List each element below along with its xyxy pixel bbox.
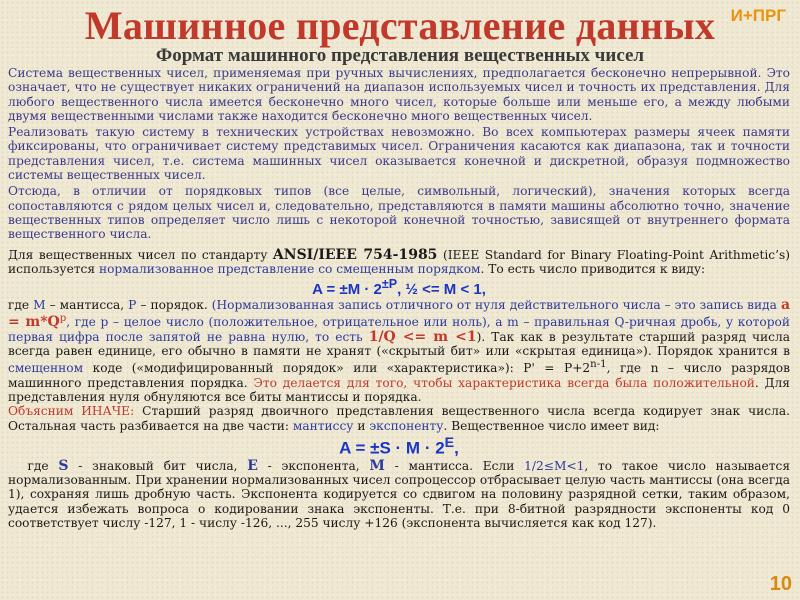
standard-name: ANSI/IEEE 754-1985 (272, 246, 438, 263)
text: ). Так как в результате старший разряд числа всегда равен единице, его обычно в памяти не хранят («скрытый бит» или «скрытая единица»). Порядок хранится в (8, 329, 790, 359)
formula-2-main: A = ±S · M · 2 (339, 438, 445, 458)
text: - мантисса. Если (384, 458, 525, 473)
slide-subtitle: Формат машинного представления вещественных чисел (155, 45, 645, 66)
normalized-definition: (Нормализованная запись отличного от нуля действительного числа – это запись вида (211, 298, 781, 313)
text: – мантисса, (45, 298, 129, 313)
text: , где p – целое число (положительное, отрицательное или ноль), а m – правильная Q-ричная дробь, у которой первая цифра после запятой не равна нулю, то есть (8, 315, 790, 344)
paragraph-6 (8, 404, 790, 433)
highlight-offset: смещенном (8, 361, 84, 376)
page-number: 10 (769, 573, 792, 595)
formula-1-exponent: ±P (381, 277, 398, 292)
symbol-S: S (58, 457, 69, 474)
symbol-E: E (247, 457, 258, 474)
text: . Вещественное число имеет вид: (443, 418, 660, 433)
text: (IEEE Standard for Binary Floating-Point Arithmetic’s) используется (8, 247, 790, 276)
text: где (27, 458, 59, 473)
explain-otherwise: Объясним ИНАЧЕ: (8, 404, 135, 419)
formula-2 (8, 433, 790, 459)
symbol-P: P (128, 298, 137, 313)
paragraph-1: Система вещественных чисел, применяемая при ручных вычислениях, предполагается бесконечно непрерывной. Это означает, что не существует никаких ограничений на диапазон используемых чисел и точность их представления. Для любого вещественного числа имеется бесконечно много чисел, которые больше или меньше его, а между любыми двумя вещественными числами также находится бесконечно много вещественных чисел. (8, 66, 790, 123)
highlight-mantissa: мантиссу (292, 418, 354, 433)
paragraph-5 (8, 298, 790, 404)
text: . То есть число приводится к виду: (480, 261, 706, 276)
slide-title: Машинное представление данных (84, 3, 716, 48)
slide-body (8, 66, 790, 598)
text: – порядок. (136, 298, 212, 313)
paragraph-2: Реализовать такую систему в технических устройствах невозможно. Во всех компьютерах размеры ячеек памяти фиксированы, что ограничивает систему представимых чисел. Ограничения касаются как диапазона, так и точности представления чисел, т.е. система машинных чисел оказывается конечной и дискретной, образуя подмножество системы вещественных чисел. (8, 125, 790, 183)
text: Для вещественных чисел по стандарту (8, 247, 273, 262)
symbol-M: M (33, 298, 46, 313)
highlight-normalized: нормализованное представление со смещенным порядком (98, 261, 481, 276)
text: и (353, 418, 370, 433)
paragraph-7 (8, 459, 790, 530)
paragraph-3: Отсюда, в отличии от порядковых типов (все целые, символьный, логический), значения которых всегда сопоставляются с рядом целых чисел и, следовательно, представляются в памяти машины абсолютно точно, значение вещественных типов определяет число лишь с некоторой конечной точностью, зависящей от внутреннего формата вещественного числа. (8, 184, 790, 242)
text: . Для представления нуля обнуляются все биты мантиссы и порядка. (8, 375, 790, 405)
highlight-positive: Это делается для того, чтобы характеристика всегда была положительной (253, 375, 755, 390)
formula-1 (8, 276, 790, 298)
course-badge: И+ПРГ (730, 6, 786, 25)
formula-exponent-n: n-1 (590, 359, 607, 371)
formula-2-tail: , (454, 438, 459, 458)
highlight-exponent: экспоненту (369, 418, 444, 433)
paragraph-4 (8, 248, 790, 277)
formula-1-main: A = ±M · 2 (312, 281, 382, 299)
formula-amq-exponent: p (59, 313, 67, 325)
text: где (8, 298, 34, 313)
formula-1-condition: , ½ <= M < 1, (397, 281, 486, 299)
text: - знаковый бит числа, (68, 458, 248, 473)
symbol-M-2: M (369, 457, 385, 474)
formula-amq: a = m*Q (8, 297, 790, 331)
text: , где n – число разрядов машинного представления порядка. (8, 361, 790, 390)
formula-mantissa-range: 1/Q <= m <1 (368, 328, 477, 345)
text: , то такое число называется нормализованным. При хранении нормализованных чисел сопроцессор отбрасывает целую часть мантиссы (она всегда 1), сохраняя лишь дробную часть. Экспонента кодируется со сдвигом на половину разрядной сетки, таким образом, удается избежать вопроса о кодировании знака экспоненты. Т.е. при 8-битной разрядности экспоненты код 0 соответствует числу -127, 1 - числу -126, ..., 255 числу +126 (экспонента вычисляется как код 127). (8, 458, 790, 530)
mantissa-condition: 1/2≤M<1 (524, 458, 585, 473)
text: Старший разряд двоичного представления вещественного числа всегда кодирует знак числа. Остальная часть разбивается на две части: (8, 404, 790, 433)
text: - экспонента, (257, 458, 370, 473)
formula-2-exponent: E (444, 434, 455, 451)
text: коде («модифицированный порядок» или «характеристика»): P' = P+2 (83, 361, 591, 376)
